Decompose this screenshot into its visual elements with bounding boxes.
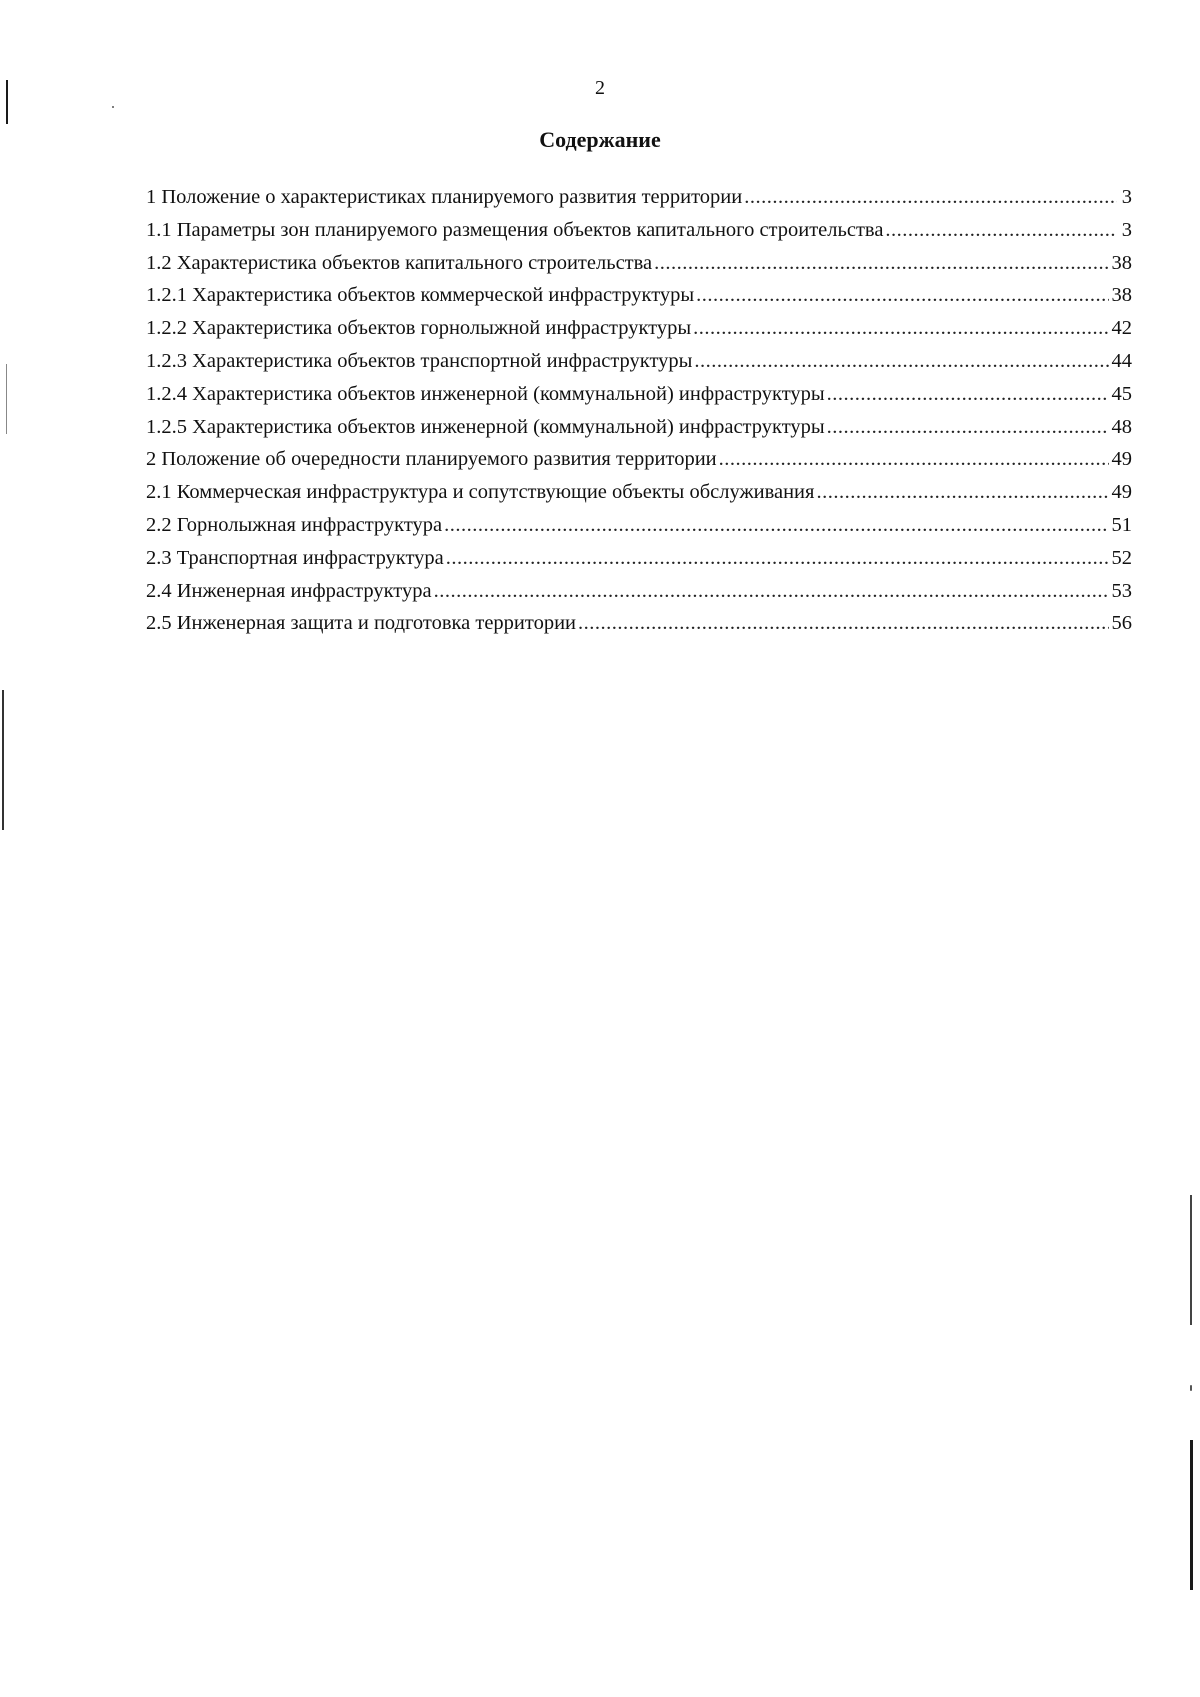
- toc-entry: [146, 312, 1132, 345]
- scan-artifact-right-lower: [1190, 1440, 1193, 1590]
- toc-entry-page: 48: [1111, 415, 1132, 438]
- toc-entry: [146, 443, 1132, 476]
- toc-entry: [146, 279, 1132, 312]
- toc-entry-title: 2 Положение об очередности планируемого развития территории: [146, 448, 717, 471]
- scan-artifact-dot: [112, 106, 114, 108]
- toc-dot-leader: [827, 378, 1109, 411]
- toc-entry: [146, 411, 1132, 444]
- page-number: 2: [595, 77, 605, 99]
- scan-artifact-left-lower: [2, 690, 4, 830]
- toc-dot-leader: [827, 411, 1109, 444]
- toc-entry-page: 38: [1111, 251, 1132, 274]
- toc-entry-page: 51: [1111, 513, 1132, 536]
- toc-entry-page: 53: [1111, 579, 1132, 602]
- toc-entry-title: 1 Положение о характеристиках планируемого развития территории: [146, 186, 743, 208]
- toc-dot-leader: [434, 575, 1109, 608]
- scan-artifact-right-upper: [1190, 1195, 1192, 1325]
- toc-entry-page: 49: [1111, 448, 1132, 471]
- toc-entry-title: 2.1 Коммерческая инфраструктура и сопутствующие объекты обслуживания: [146, 481, 815, 504]
- toc-entry-title: 1.2.3 Характеристика объектов транспортной инфраструктуры: [146, 349, 693, 372]
- toc-entry: [146, 575, 1132, 608]
- toc-entry-title: 1.2 Характеристика объектов капитального строительства: [146, 251, 653, 274]
- toc-entry-title: 1.2.2 Характеристика объектов горнолыжной инфраструктуры: [146, 317, 692, 340]
- toc-entry-title: 2.4 Инженерная инфраструктура: [146, 579, 432, 602]
- toc-entry-title: 2.5 Инженерная защита и подготовка территории: [146, 612, 577, 635]
- toc-dot-leader: [885, 214, 1117, 247]
- toc-entry-title: 2.3 Транспортная инфраструктура: [146, 546, 444, 569]
- toc-entry-title: 2.2 Горнолыжная инфраструктура: [146, 513, 443, 536]
- toc-entry-page: 56: [1111, 612, 1132, 635]
- toc-entry-page: 44: [1111, 349, 1132, 372]
- table-of-contents: [146, 181, 1132, 640]
- scan-artifact-dot: [1190, 1385, 1192, 1391]
- toc-dot-leader: [719, 443, 1109, 476]
- scan-artifact-left-middle: [6, 364, 7, 434]
- toc-dot-leader: [696, 279, 1108, 312]
- toc-entry-page: 3: [1121, 186, 1132, 208]
- scan-artifact-left-top: [6, 80, 8, 124]
- toc-entry-page: 3: [1121, 218, 1132, 241]
- toc-entry-title: 1.2.1 Характеристика объектов коммерческой инфраструктуры: [146, 284, 695, 307]
- toc-dot-leader: [744, 181, 1117, 214]
- toc-entry-title: 1.2.5 Характеристика объектов инженерной (коммунальной) инфраструктуры: [146, 415, 825, 438]
- toc-entry-page: 38: [1111, 284, 1132, 307]
- toc-entry: [146, 542, 1132, 575]
- toc-entry: [146, 476, 1132, 509]
- toc-entry-page: 52: [1111, 546, 1132, 569]
- toc-entry-title: 1.2.4 Характеристика объектов инженерной (коммунальной) инфраструктуры: [146, 382, 825, 405]
- toc-dot-leader: [444, 509, 1108, 542]
- toc-entry: [146, 607, 1132, 640]
- toc-entry-page: 42: [1111, 317, 1132, 340]
- toc-entry: [146, 247, 1132, 280]
- toc-entry: [146, 509, 1132, 542]
- toc-dot-leader: [654, 247, 1108, 280]
- toc-entry-page: 49: [1111, 481, 1132, 504]
- toc-dot-leader: [816, 476, 1108, 509]
- toc-dot-leader: [693, 312, 1108, 345]
- toc-dot-leader: [578, 607, 1108, 640]
- toc-entry-page: 45: [1111, 382, 1132, 405]
- toc-entry: [146, 345, 1132, 378]
- toc-dot-leader: [446, 542, 1109, 575]
- toc-entry: [146, 181, 1132, 214]
- toc-entry-title: 1.1 Параметры зон планируемого размещения объектов капитального строительства: [146, 218, 884, 241]
- toc-dot-leader: [694, 345, 1108, 378]
- toc-entry: [146, 214, 1132, 247]
- toc-entry: [146, 378, 1132, 411]
- page-title: Содержание: [539, 127, 661, 152]
